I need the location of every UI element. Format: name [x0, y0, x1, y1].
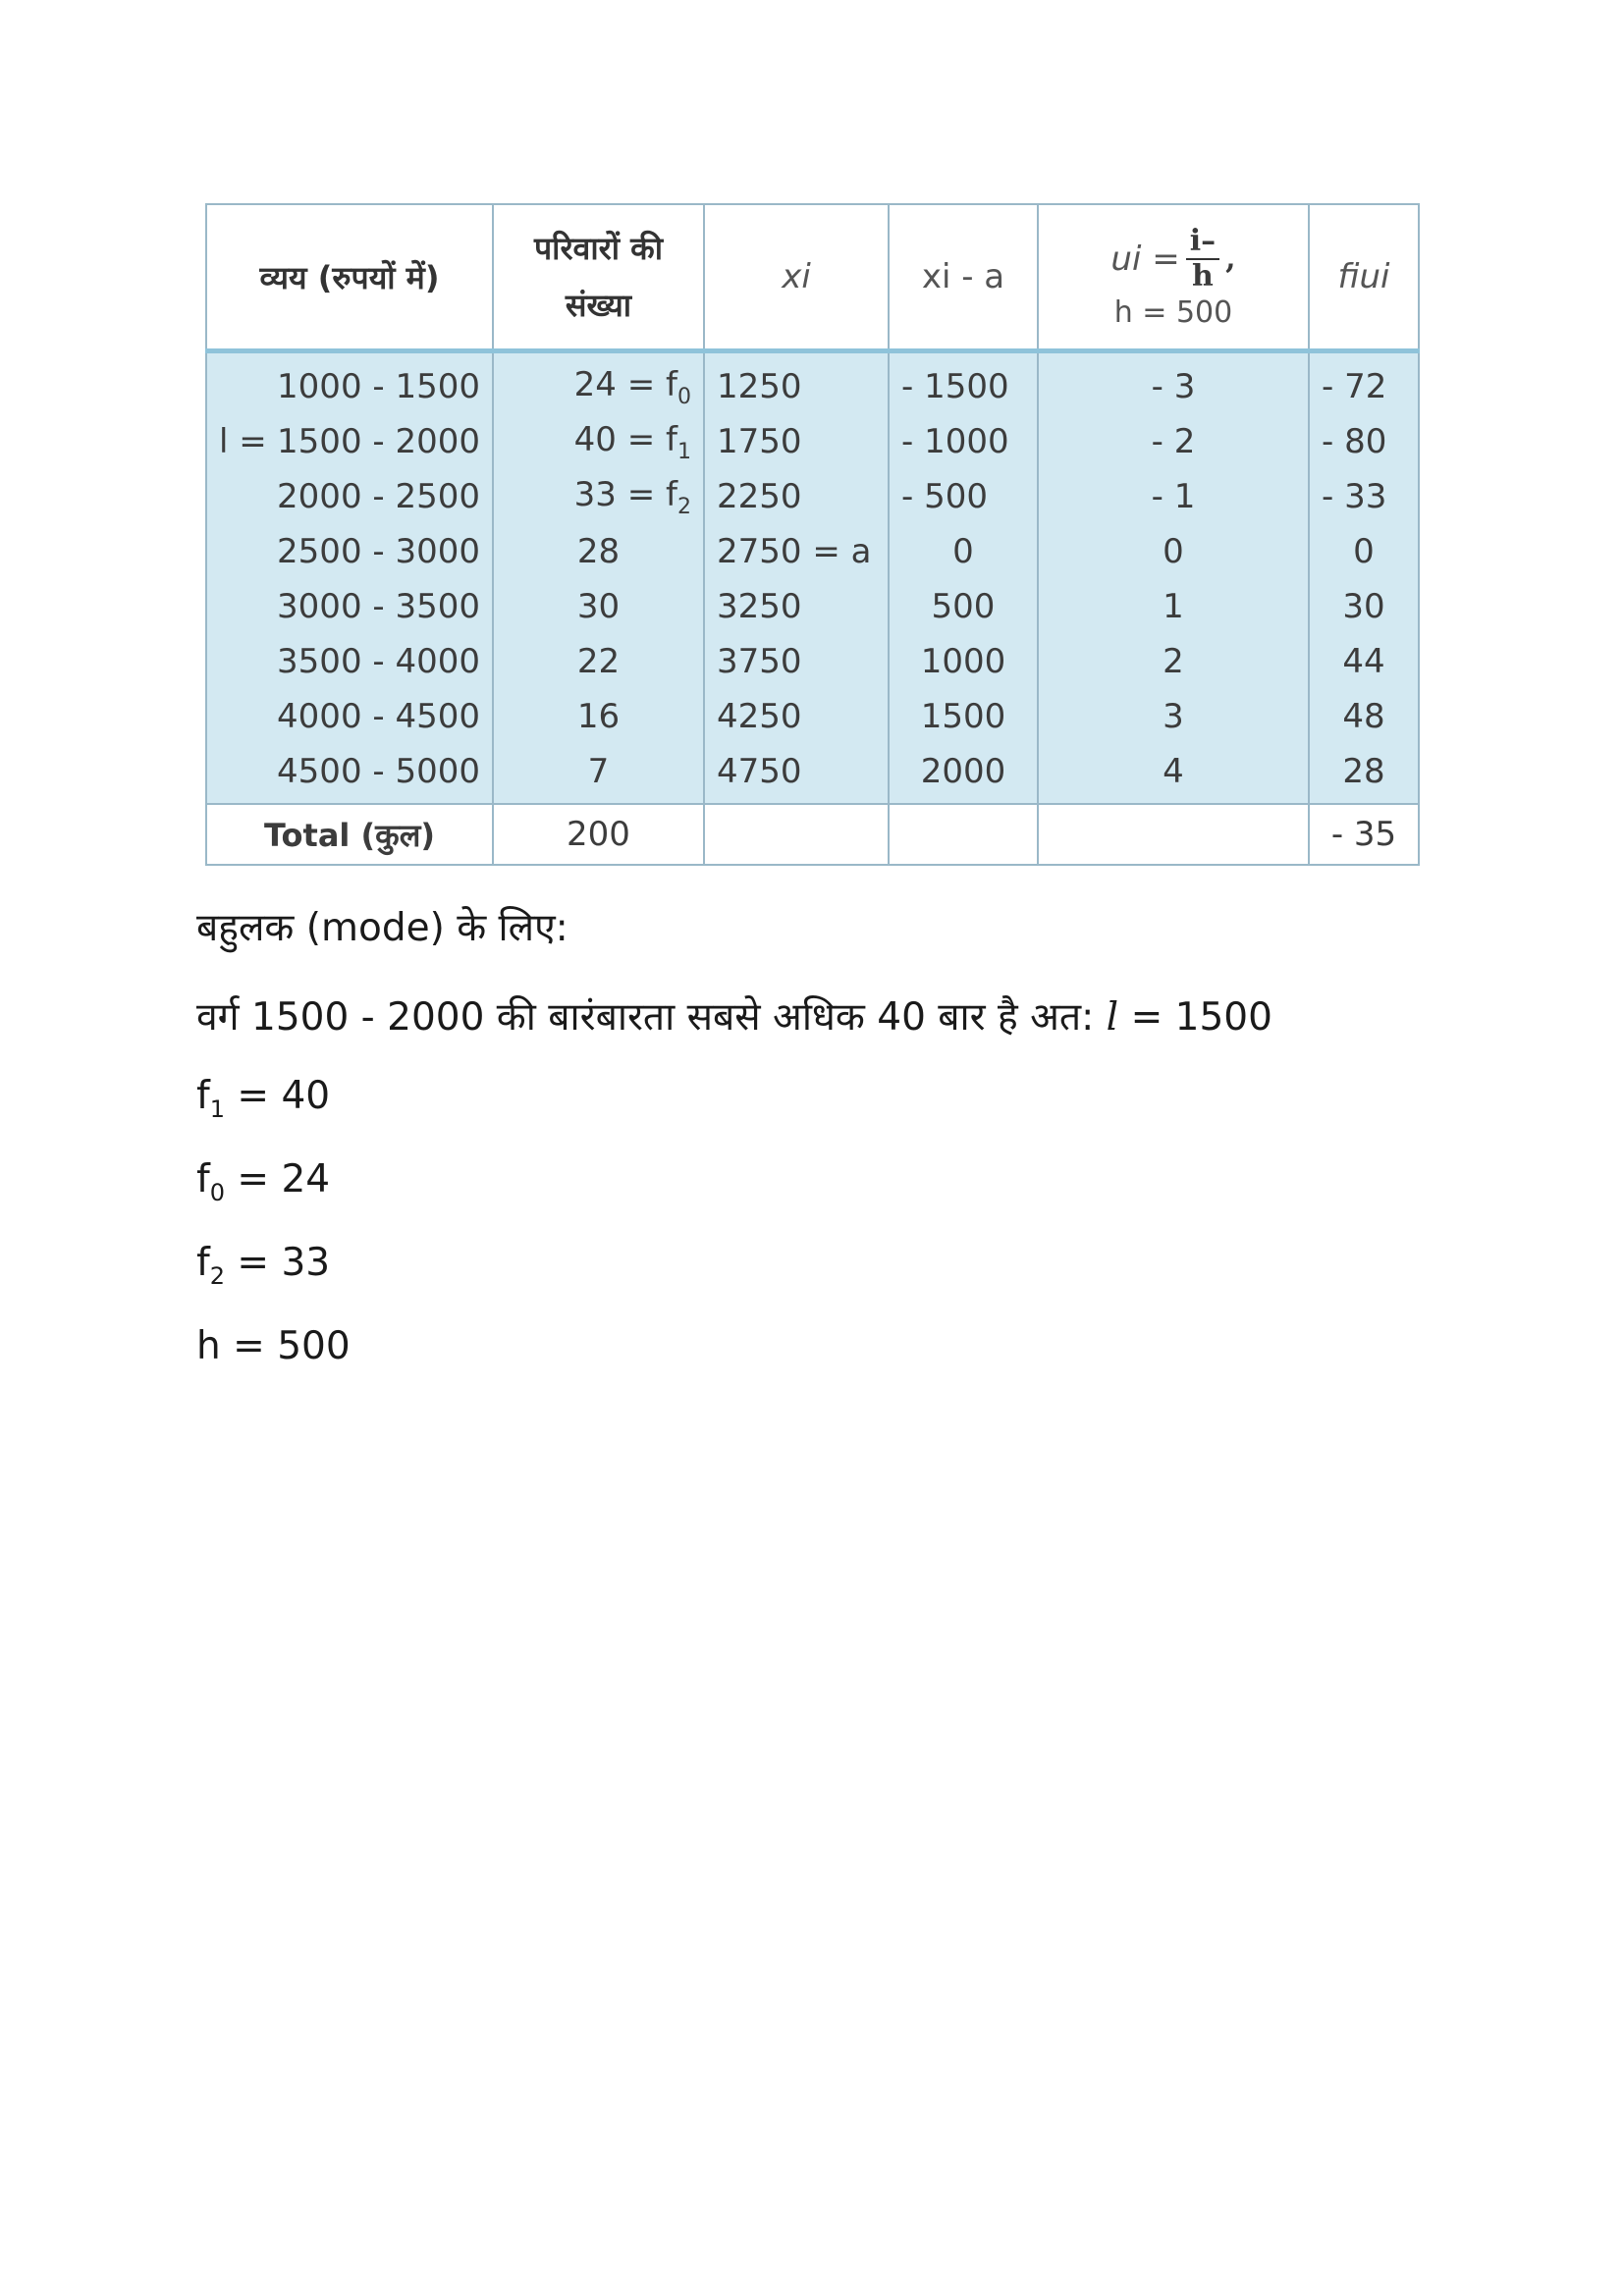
cell-xi-minus-a: - 500 — [889, 469, 1038, 524]
total-empty-xa — [889, 804, 1038, 865]
cell-xi-minus-a: 0 — [889, 524, 1038, 579]
f2-line: $f_2 = 33$ — [196, 1241, 331, 1290]
cell-frequency: 28 — [493, 524, 704, 579]
cell-xi: 2250 — [704, 469, 889, 524]
cell-frequency: 7 — [493, 744, 704, 804]
cell-fiui: 28 — [1309, 744, 1419, 804]
cell-frequency: 22 — [493, 634, 704, 689]
cell-xi: 3250 — [704, 579, 889, 634]
cell-class-interval: 4000 - 4500 — [206, 689, 493, 744]
cell-fiui: - 72 — [1309, 351, 1419, 415]
cell-ui: 2 — [1038, 634, 1309, 689]
f1-line: $f_1 = 40$ — [196, 1074, 331, 1123]
cell-frequency: $40 = f_1$ — [493, 414, 704, 469]
cell-class-interval: 2000 - 2500 — [206, 469, 493, 524]
frequency-table-container — [205, 203, 1418, 866]
table-total-row — [206, 804, 1419, 865]
header-fiui: fiui — [1309, 204, 1419, 351]
cell-xi: 1250 — [704, 351, 889, 415]
table-row — [206, 414, 1419, 469]
cell-ui: 0 — [1038, 524, 1309, 579]
table-row — [206, 351, 1419, 415]
cell-ui: 3 — [1038, 689, 1309, 744]
total-empty-ui — [1038, 804, 1309, 865]
cell-xi: 3750 — [704, 634, 889, 689]
cell-ui: - 1 — [1038, 469, 1309, 524]
f0-line: $f_0 = 24$ — [196, 1157, 331, 1206]
cell-class-interval: 2500 - 3000 — [206, 524, 493, 579]
cell-xi-minus-a: - 1500 — [889, 351, 1038, 415]
cell-fiui: 30 — [1309, 579, 1419, 634]
cell-class-interval: 4500 - 5000 — [206, 744, 493, 804]
cell-xi: 4750 — [704, 744, 889, 804]
table-row — [206, 524, 1419, 579]
cell-class-interval: 3500 - 4000 — [206, 634, 493, 689]
cell-xi-minus-a: - 1000 — [889, 414, 1038, 469]
table-row — [206, 634, 1419, 689]
table-row — [206, 744, 1419, 804]
cell-frequency: $24 = f_0$ — [493, 351, 704, 415]
ui-lhs: ui = — [1110, 239, 1180, 279]
cell-ui: 1 — [1038, 579, 1309, 634]
cell-ui: - 3 — [1038, 351, 1309, 415]
h-line: h = 500 — [196, 1324, 351, 1368]
cell-frequency: 30 — [493, 579, 704, 634]
ui-fraction: $\frac{i-}{h}$ — [1186, 225, 1219, 294]
table-header-row — [206, 204, 1419, 351]
cell-xi: 4250 — [704, 689, 889, 744]
mode-heading: बहुलक (mode) के लिए: — [196, 906, 568, 950]
cell-fiui: 44 — [1309, 634, 1419, 689]
cell-frequency: 16 — [493, 689, 704, 744]
header-xi: xi — [704, 204, 889, 351]
cell-fiui: - 33 — [1309, 469, 1419, 524]
table-row — [206, 469, 1419, 524]
cell-ui: 4 — [1038, 744, 1309, 804]
header-xi-minus-a: xi - a — [889, 204, 1038, 351]
table-row — [206, 579, 1419, 634]
cell-xi: 1750 — [704, 414, 889, 469]
cell-class-interval: l = 1500 - 2000 — [206, 414, 493, 469]
frequency-table — [205, 203, 1420, 866]
cell-xi: 2750 = a — [704, 524, 889, 579]
total-empty-xi — [704, 804, 889, 865]
cell-frequency: $33 = f_2$ — [493, 469, 704, 524]
total-frequency: 200 — [493, 804, 704, 865]
total-label: Total (कुल) — [206, 804, 493, 865]
table-body — [206, 351, 1419, 805]
cell-class-interval: 1000 - 1500 — [206, 351, 493, 415]
class-line: वर्ग 1500 - 2000 की बारंबारता सबसे अधिक 40 बार है अत: l = 1500 — [196, 995, 1272, 1040]
cell-fiui: 48 — [1309, 689, 1419, 744]
cell-class-interval: 3000 - 3500 — [206, 579, 493, 634]
header-expense: व्यय (रुपयों में) — [206, 204, 493, 351]
cell-fiui: - 80 — [1309, 414, 1419, 469]
cell-fiui: 0 — [1309, 524, 1419, 579]
total-fiui: - 35 — [1309, 804, 1419, 865]
cell-xi-minus-a: 500 — [889, 579, 1038, 634]
cell-ui: - 2 — [1038, 414, 1309, 469]
class-line-variable: l — [1106, 995, 1119, 1040]
cell-xi-minus-a: 2000 — [889, 744, 1038, 804]
cell-xi-minus-a: 1500 — [889, 689, 1038, 744]
class-prefix: l = — [219, 422, 267, 461]
header-ui: ui = $\frac{i-}{h}$ , h = 500 — [1038, 204, 1309, 351]
ui-h-value: h = 500 — [1113, 294, 1233, 330]
header-families: परिवारों की संख्या — [493, 204, 704, 351]
table-row — [206, 689, 1419, 744]
cell-xi-minus-a: 1000 — [889, 634, 1038, 689]
